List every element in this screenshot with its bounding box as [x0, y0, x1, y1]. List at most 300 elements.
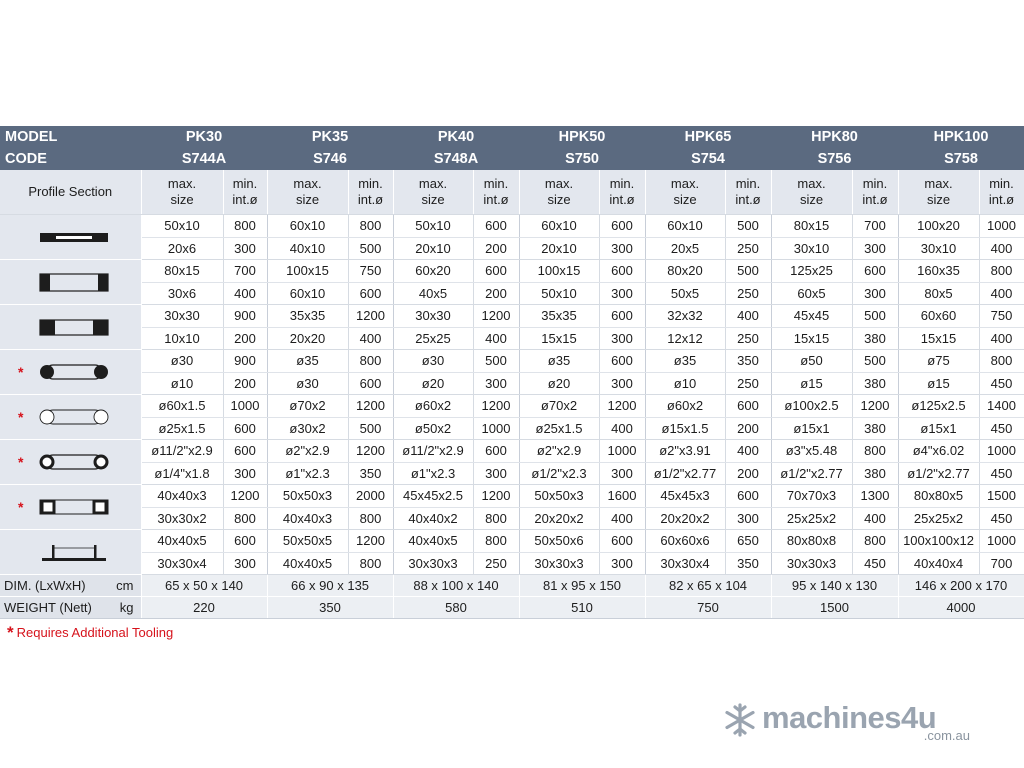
min-int-diameter-cell: 700 — [979, 552, 1024, 575]
logo-domain: .com.au — [923, 728, 970, 743]
profile-cell — [0, 530, 141, 575]
min-int-diameter-header — [852, 170, 898, 215]
column-subheader-row — [0, 170, 1024, 215]
max-size-cell: 40x40x3 — [141, 485, 223, 508]
required-tooling-star-icon: * — [18, 409, 24, 425]
required-tooling-star-icon: * — [18, 364, 24, 380]
max-size-cell: 80x15 — [771, 215, 852, 238]
max-size-cell: 40x40x5 — [393, 530, 473, 553]
min-int-diameter-cell: 300 — [473, 462, 519, 485]
thin-tube-icon — [38, 407, 110, 427]
max-size-cell: 40x5 — [393, 282, 473, 305]
max-size-header-line: max. — [924, 176, 953, 191]
min-int-diameter-cell: 300 — [473, 372, 519, 395]
table-row — [0, 215, 1024, 238]
model-label: MODEL — [0, 126, 141, 148]
max-size-cell: 40x40x5 — [141, 530, 223, 553]
max-size-header-line: max. — [797, 176, 826, 191]
thick-pipe-icon — [38, 452, 110, 472]
max-size-cell: 60x10 — [267, 282, 348, 305]
min-int-diameter-cell: 1200 — [348, 395, 393, 418]
min-int-diameter-cell: 200 — [473, 237, 519, 260]
max-size-cell: 30x30x3 — [393, 552, 473, 575]
min-int-diameter-cell: 250 — [725, 282, 771, 305]
max-size-header-line: max. — [670, 176, 700, 191]
min-int-diameter-cell: 800 — [223, 215, 267, 238]
model-name: HPK50 — [519, 126, 645, 148]
max-size-cell: 100x15 — [519, 260, 599, 283]
min-int-header-line: min. — [483, 176, 509, 191]
max-size-cell: 30x30 — [141, 305, 223, 328]
table-row — [0, 530, 1024, 553]
min-int-diameter-cell: 250 — [473, 552, 519, 575]
max-size-cell: ø125x2.5 — [898, 395, 979, 418]
min-int-diameter-cell: 300 — [599, 552, 645, 575]
max-size-cell: 30x6 — [141, 282, 223, 305]
table-row — [0, 372, 1024, 395]
profile-cell — [0, 485, 141, 530]
max-size-cell: 50x50x3 — [519, 485, 599, 508]
max-size-cell: 50x5 — [645, 282, 725, 305]
min-int-diameter-cell: 1000 — [979, 530, 1024, 553]
min-int-diameter-cell: 600 — [473, 215, 519, 238]
min-int-diameter-cell: 400 — [725, 440, 771, 463]
max-size-cell: 20x10 — [519, 237, 599, 260]
max-size-cell: 50x50x3 — [267, 485, 348, 508]
dimensions-value: 88 x 100 x 140 — [393, 575, 519, 597]
min-int-diameter-cell: 1300 — [852, 485, 898, 508]
max-size-header — [267, 170, 348, 215]
weight-label: WEIGHT (Nett) — [4, 600, 92, 615]
min-int-diameter-cell: 450 — [979, 507, 1024, 530]
max-size-cell: 35x35 — [519, 305, 599, 328]
max-size-header-line: size — [547, 192, 571, 207]
dimensions-value: 95 x 140 x 130 — [771, 575, 898, 597]
max-size-cell: ø35 — [267, 350, 348, 373]
max-size-cell: 20x6 — [141, 237, 223, 260]
min-int-diameter-cell: 800 — [348, 507, 393, 530]
min-int-header-line: min. — [609, 176, 635, 191]
max-size-cell: 25x25x2 — [771, 507, 852, 530]
dimensions-row — [0, 575, 1024, 597]
table-row — [0, 327, 1024, 350]
max-size-cell: 30x30x4 — [645, 552, 725, 575]
min-int-diameter-cell: 200 — [725, 462, 771, 485]
min-int-diameter-cell: 400 — [223, 282, 267, 305]
min-int-diameter-cell: 1500 — [979, 485, 1024, 508]
max-size-cell: 15x15 — [898, 327, 979, 350]
code-row — [0, 148, 1024, 170]
min-int-diameter-cell: 200 — [223, 372, 267, 395]
max-size-cell: ø1/2"x2.77 — [898, 462, 979, 485]
spec-table — [0, 126, 1024, 619]
max-size-cell: ø4"x6.02 — [898, 440, 979, 463]
table-row — [0, 305, 1024, 328]
max-size-cell: ø30 — [267, 372, 348, 395]
footnote-text: Requires Additional Tooling — [16, 625, 174, 640]
min-int-diameter-cell: 900 — [223, 305, 267, 328]
max-size-cell: ø10 — [645, 372, 725, 395]
logo-brand: machines4u — [762, 700, 937, 735]
min-int-diameter-cell: 800 — [979, 260, 1024, 283]
model-code: S756 — [771, 148, 898, 170]
max-size-cell: ø60x2 — [645, 395, 725, 418]
max-size-cell: ø3"x5.48 — [771, 440, 852, 463]
min-int-header-line: int.ø — [609, 192, 635, 207]
min-int-diameter-cell: 400 — [852, 507, 898, 530]
table-row — [0, 395, 1024, 418]
min-int-diameter-cell: 1000 — [979, 215, 1024, 238]
min-int-diameter-cell: 450 — [979, 372, 1024, 395]
min-int-diameter-header — [599, 170, 645, 215]
dimensions-unit: cm — [116, 578, 134, 593]
max-size-cell: 10x10 — [141, 327, 223, 350]
min-int-diameter-cell: 1600 — [599, 485, 645, 508]
max-size-cell: 80x80x8 — [771, 530, 852, 553]
min-int-diameter-cell: 300 — [852, 282, 898, 305]
max-size-cell: 40x40x3 — [267, 507, 348, 530]
max-size-cell: ø30 — [141, 350, 223, 373]
min-int-diameter-cell: 400 — [979, 327, 1024, 350]
weight-label-cell — [0, 597, 141, 619]
machines4u-logo — [722, 700, 992, 748]
max-size-cell: 100x20 — [898, 215, 979, 238]
max-size-cell: 60x5 — [771, 282, 852, 305]
max-size-cell: 50x50x6 — [519, 530, 599, 553]
min-int-diameter-cell: 380 — [852, 327, 898, 350]
max-size-cell: ø1/2"x2.77 — [645, 462, 725, 485]
min-int-diameter-header — [223, 170, 267, 215]
max-size-cell: ø70x2 — [267, 395, 348, 418]
min-int-diameter-cell: 300 — [599, 282, 645, 305]
dimensions-value: 81 x 95 x 150 — [519, 575, 645, 597]
max-size-header-line: size — [421, 192, 445, 207]
min-int-diameter-cell: 600 — [725, 485, 771, 508]
min-int-diameter-cell: 500 — [852, 350, 898, 373]
min-int-diameter-cell: 750 — [979, 305, 1024, 328]
min-int-diameter-cell: 400 — [979, 282, 1024, 305]
min-int-diameter-cell: 380 — [852, 462, 898, 485]
max-size-cell: 60x20 — [393, 260, 473, 283]
min-int-diameter-cell: 200 — [473, 282, 519, 305]
min-int-diameter-cell: 600 — [223, 440, 267, 463]
min-int-diameter-cell: 200 — [223, 327, 267, 350]
max-size-cell: 45x45x2.5 — [393, 485, 473, 508]
max-size-header-line: max. — [544, 176, 574, 191]
max-size-cell: 40x40x2 — [393, 507, 473, 530]
max-size-cell: 40x40x4 — [898, 552, 979, 575]
max-size-cell: ø20 — [519, 372, 599, 395]
weight-value: 1500 — [771, 597, 898, 619]
max-size-cell: ø15x1.5 — [645, 417, 725, 440]
min-int-diameter-cell: 500 — [473, 350, 519, 373]
min-int-diameter-cell: 600 — [473, 440, 519, 463]
max-size-cell: 60x60 — [898, 305, 979, 328]
max-size-cell: 25x25x2 — [898, 507, 979, 530]
max-size-cell: ø25x1.5 — [519, 417, 599, 440]
code-label: CODE — [0, 148, 141, 170]
max-size-cell: ø75 — [898, 350, 979, 373]
max-size-cell: 32x32 — [645, 305, 725, 328]
max-size-cell: 30x10 — [771, 237, 852, 260]
max-size-cell: ø50 — [771, 350, 852, 373]
max-size-cell: ø1/2"x2.3 — [519, 462, 599, 485]
max-size-cell: 100x15 — [267, 260, 348, 283]
min-int-header-line: min. — [232, 176, 258, 191]
table-row — [0, 552, 1024, 575]
max-size-cell: 45x45x3 — [645, 485, 725, 508]
min-int-diameter-cell: 1200 — [852, 395, 898, 418]
min-int-diameter-cell: 800 — [223, 507, 267, 530]
max-size-cell: ø50x2 — [393, 417, 473, 440]
model-name: HPK65 — [645, 126, 771, 148]
max-size-cell: ø35 — [645, 350, 725, 373]
min-int-diameter-cell: 300 — [599, 372, 645, 395]
max-size-cell: 12x12 — [645, 327, 725, 350]
table-row — [0, 440, 1024, 463]
min-int-diameter-cell: 1200 — [473, 305, 519, 328]
min-int-diameter-cell: 800 — [852, 440, 898, 463]
max-size-header-line: max. — [167, 176, 197, 191]
max-size-header-line: size — [799, 192, 824, 207]
max-size-cell: 70x70x3 — [771, 485, 852, 508]
max-size-header — [519, 170, 599, 215]
dimensions-value: 82 x 65 x 104 — [645, 575, 771, 597]
min-int-diameter-cell: 800 — [348, 552, 393, 575]
min-int-diameter-cell: 1000 — [979, 440, 1024, 463]
profile-cell — [0, 440, 141, 485]
dimensions-value: 66 x 90 x 135 — [267, 575, 393, 597]
profile-cell — [0, 350, 141, 395]
min-int-header-line: int.ø — [357, 192, 384, 207]
table-row — [0, 485, 1024, 508]
max-size-cell: 30x30 — [393, 305, 473, 328]
min-int-diameter-cell: 500 — [852, 305, 898, 328]
max-size-cell: 50x10 — [393, 215, 473, 238]
table-row — [0, 350, 1024, 373]
table-row — [0, 237, 1024, 260]
min-int-diameter-cell: 350 — [348, 462, 393, 485]
min-int-diameter-cell: 350 — [725, 552, 771, 575]
min-int-diameter-cell: 600 — [348, 282, 393, 305]
tooling-footnote — [7, 623, 173, 643]
min-int-diameter-cell: 800 — [979, 350, 1024, 373]
min-int-diameter-cell: 300 — [223, 462, 267, 485]
min-int-diameter-cell: 400 — [348, 327, 393, 350]
required-tooling-star-icon: * — [18, 499, 24, 515]
spec-table-body — [0, 170, 1024, 619]
min-int-diameter-cell: 500 — [348, 237, 393, 260]
min-int-diameter-cell: 600 — [599, 260, 645, 283]
max-size-cell: 60x60x6 — [645, 530, 725, 553]
max-size-cell: 30x30x4 — [141, 552, 223, 575]
min-int-diameter-cell: 1000 — [223, 395, 267, 418]
dimensions-value: 65 x 50 x 140 — [141, 575, 267, 597]
min-int-diameter-cell: 800 — [473, 507, 519, 530]
weight-row — [0, 597, 1024, 619]
min-int-header-line: min. — [735, 176, 761, 191]
square-bar-icon — [38, 317, 110, 337]
min-int-diameter-header — [979, 170, 1024, 215]
min-int-diameter-cell: 300 — [223, 552, 267, 575]
max-size-cell: 80x20 — [645, 260, 725, 283]
flat-bar-horizontal-icon — [38, 227, 110, 247]
required-tooling-star-icon: * — [18, 454, 24, 470]
max-size-cell: ø70x2 — [519, 395, 599, 418]
max-size-cell: ø60x1.5 — [141, 395, 223, 418]
max-size-cell: 100x100x12 — [898, 530, 979, 553]
min-int-diameter-cell: 350 — [725, 350, 771, 373]
min-int-diameter-cell: 450 — [979, 462, 1024, 485]
min-int-header-line: int.ø — [232, 192, 258, 207]
max-size-cell: 60x10 — [267, 215, 348, 238]
max-size-header-line: size — [295, 192, 320, 207]
min-int-header-line: int.ø — [483, 192, 509, 207]
max-size-cell: 50x10 — [141, 215, 223, 238]
max-size-cell: ø15x1 — [898, 417, 979, 440]
max-size-cell: ø25x1.5 — [141, 417, 223, 440]
max-size-cell: 80x80x5 — [898, 485, 979, 508]
weight-value: 220 — [141, 597, 267, 619]
max-size-cell: ø1"x2.3 — [267, 462, 348, 485]
max-size-header — [771, 170, 852, 215]
min-int-diameter-cell: 500 — [348, 417, 393, 440]
flat-bar-vertical-icon — [38, 272, 110, 292]
max-size-cell: 20x20 — [267, 327, 348, 350]
min-int-diameter-cell: 1200 — [348, 530, 393, 553]
max-size-cell: 50x10 — [519, 282, 599, 305]
min-int-diameter-cell: 1000 — [473, 417, 519, 440]
dimensions-label: DIM. (LxWxH) — [4, 578, 86, 593]
min-int-diameter-cell: 1200 — [223, 485, 267, 508]
min-int-header-line: min. — [358, 176, 383, 191]
min-int-diameter-cell: 380 — [852, 417, 898, 440]
max-size-cell: 45x45 — [771, 305, 852, 328]
min-int-diameter-cell: 1200 — [599, 395, 645, 418]
min-int-diameter-cell: 250 — [725, 237, 771, 260]
max-size-cell: 60x10 — [645, 215, 725, 238]
min-int-diameter-cell: 1200 — [473, 395, 519, 418]
table-row — [0, 462, 1024, 485]
max-size-header — [393, 170, 473, 215]
min-int-diameter-cell: 800 — [473, 530, 519, 553]
min-int-diameter-cell: 600 — [223, 417, 267, 440]
table-row — [0, 507, 1024, 530]
max-size-cell: ø2"x3.91 — [645, 440, 725, 463]
weight-unit: kg — [119, 600, 134, 615]
max-size-cell: ø11/2"x2.9 — [141, 440, 223, 463]
weight-value: 350 — [267, 597, 393, 619]
min-int-header-line: int.ø — [735, 192, 761, 207]
min-int-diameter-cell: 2000 — [348, 485, 393, 508]
weight-value: 750 — [645, 597, 771, 619]
min-int-header-line: min. — [989, 176, 1014, 191]
required-tooling-star-icon: * — [7, 623, 14, 642]
min-int-diameter-cell: 1400 — [979, 395, 1024, 418]
model-code: S746 — [267, 148, 393, 170]
min-int-diameter-cell: 600 — [599, 350, 645, 373]
round-bar-icon — [38, 362, 110, 382]
weight-value: 580 — [393, 597, 519, 619]
min-int-diameter-cell: 600 — [599, 305, 645, 328]
max-size-cell: 35x35 — [267, 305, 348, 328]
min-int-diameter-cell: 600 — [852, 260, 898, 283]
model-code: S750 — [519, 148, 645, 170]
min-int-diameter-header — [725, 170, 771, 215]
min-int-diameter-header — [348, 170, 393, 215]
min-int-diameter-cell: 300 — [599, 462, 645, 485]
weight-value: 510 — [519, 597, 645, 619]
min-int-diameter-cell: 600 — [725, 395, 771, 418]
min-int-diameter-cell: 700 — [852, 215, 898, 238]
max-size-cell: ø60x2 — [393, 395, 473, 418]
min-int-header-line: min. — [862, 176, 888, 191]
max-size-header-line: size — [673, 192, 697, 207]
min-int-diameter-cell: 400 — [725, 305, 771, 328]
min-int-diameter-cell: 300 — [599, 327, 645, 350]
dimensions-value: 146 x 200 x 170 — [898, 575, 1024, 597]
max-size-cell: ø100x2.5 — [771, 395, 852, 418]
max-size-cell: ø2"x2.9 — [519, 440, 599, 463]
max-size-header-line: max. — [293, 176, 322, 191]
min-int-diameter-cell: 1200 — [473, 485, 519, 508]
max-size-cell: 20x20x2 — [519, 507, 599, 530]
max-size-cell: 30x30x3 — [519, 552, 599, 575]
profile-cell — [0, 260, 141, 305]
min-int-diameter-cell: 300 — [725, 507, 771, 530]
weight-value: 4000 — [898, 597, 1024, 619]
profile-cell — [0, 305, 141, 350]
max-size-cell: 30x30x2 — [141, 507, 223, 530]
max-size-cell: 20x20x2 — [645, 507, 725, 530]
min-int-diameter-cell: 600 — [599, 215, 645, 238]
min-int-diameter-cell: 250 — [725, 327, 771, 350]
max-size-header-line: max. — [418, 176, 448, 191]
profile-section-header: Profile Section — [0, 170, 141, 215]
min-int-diameter-cell: 450 — [852, 552, 898, 575]
min-int-diameter-cell: 1200 — [348, 305, 393, 328]
angle-iron-icon — [38, 542, 110, 562]
min-int-header-line: int.ø — [988, 192, 1015, 207]
model-code: S754 — [645, 148, 771, 170]
table-row — [0, 282, 1024, 305]
min-int-diameter-cell: 400 — [599, 507, 645, 530]
max-size-header — [898, 170, 979, 215]
max-size-header-line: size — [170, 192, 194, 207]
max-size-cell: 20x5 — [645, 237, 725, 260]
min-int-diameter-cell: 800 — [348, 215, 393, 238]
max-size-cell: 40x40x5 — [267, 552, 348, 575]
min-int-diameter-cell: 300 — [599, 237, 645, 260]
max-size-cell: ø1/2"x2.77 — [771, 462, 852, 485]
max-size-cell: 25x25 — [393, 327, 473, 350]
min-int-diameter-cell: 600 — [348, 372, 393, 395]
max-size-cell: ø2"x2.9 — [267, 440, 348, 463]
min-int-diameter-cell: 600 — [223, 530, 267, 553]
max-size-header — [645, 170, 725, 215]
max-size-cell: 80x5 — [898, 282, 979, 305]
min-int-diameter-cell: 600 — [599, 530, 645, 553]
min-int-diameter-cell: 400 — [599, 417, 645, 440]
min-int-diameter-header — [473, 170, 519, 215]
max-size-cell: 40x10 — [267, 237, 348, 260]
max-size-cell: ø1/4"x1.8 — [141, 462, 223, 485]
max-size-cell: ø1"x2.3 — [393, 462, 473, 485]
max-size-cell: ø35 — [519, 350, 599, 373]
min-int-header-line: int.ø — [862, 192, 888, 207]
min-int-diameter-cell: 600 — [473, 260, 519, 283]
max-size-cell: 80x15 — [141, 260, 223, 283]
